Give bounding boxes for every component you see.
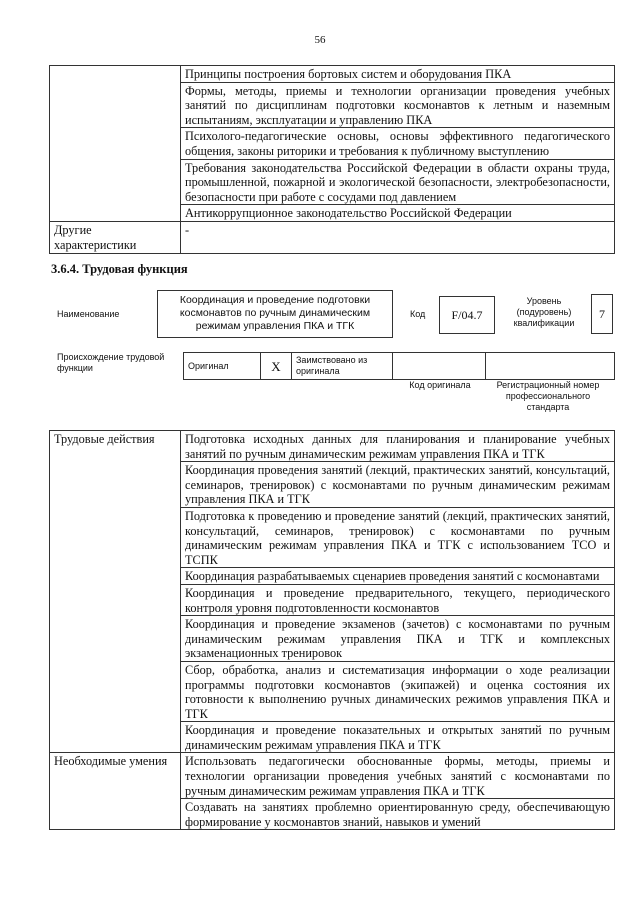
section-heading: 3.6.4. Трудовая функция (51, 262, 188, 276)
required-skills-label: Необходимые умения (50, 753, 181, 830)
labor-action-item: Подготовка к проведению и проведение занятий (лекций, практических занятий, консультаций, семинаров, тренировок) с космонавтами по ручным динамическим режимам управления ПКА и ТГК с использованием ТСО и ТСПК (181, 507, 615, 567)
skill-item: Создавать на занятиях проблемно ориентированную среду, обеспечивающую формирование у космонавтов знаний, навыков и умений (181, 799, 615, 830)
labor-actions-label: Трудовые действия (50, 431, 181, 753)
other-characteristics-value: - (181, 221, 615, 253)
labor-action-item: Координация и проведение предварительного, текущего, периодического контроля уровня подготовленности космонавтов (181, 584, 615, 615)
knowledge-label-cell (50, 66, 181, 222)
knowledge-table (49, 65, 615, 254)
original-mark: X (261, 353, 292, 380)
origin-label: Происхождение трудовой функции (57, 352, 165, 373)
level-label: Уровень (подуровень) квалификации (513, 296, 575, 328)
labor-action-item: Подготовка исходных данных для планирования и планирование учебных занятий по ручным динамическим режимам управления ПКА и ТГК (181, 431, 615, 462)
knowledge-item: Психолого-педагогические основы, основы эффективного педагогического общения, законы риторики и требования к публичному выступлению (181, 128, 615, 159)
labor-action-item: Координация проведения занятий (лекций, практических занятий, консультаций, семинаров, тренировок) с космонавтами по ручным динамическим режимам управления ПКА и ТГК (181, 462, 615, 508)
reg-number-label: Регистрационный номер профессионального стандарта (496, 380, 600, 412)
knowledge-item: Формы, методы, приемы и технологии организации проведения учебных занятий по дисциплинам подготовки космонавтов к летным и наземным испытаниям, эксплуатации и управлению ПКА (181, 82, 615, 128)
labor-action-item: Координация и проведение показательных и открытых занятий по ручным динамическим режимам управления ПКА и ТГК (181, 722, 615, 753)
knowledge-item: Требования законодательства Российской Федерации в области охраны труда, промышленной, пожарной и экологической безопасности, электробезопасности, безопасности при работе с сосудами под давлением (181, 159, 615, 205)
skill-item: Использовать педагогически обоснованные формы, методы, приемы и технологии организации проведения учебных занятий с космонавтами по ручным динамическим режимам управления ПКА и ТГК (181, 753, 615, 799)
level-value-box: 7 (591, 294, 613, 334)
code-value-box: F/04.7 (439, 296, 495, 334)
original-cell: Оригинал (184, 353, 261, 380)
other-characteristics-label: Другие характеристики (50, 221, 181, 253)
knowledge-item: Принципы построения бортовых систем и оборудования ПКА (181, 66, 615, 83)
labor-action-item: Координация и проведение экзаменов (зачетов) с космонавтами по ручным динамическим режимам управления ПКА и ТГК и комплексных экзаменационных тренировок (181, 616, 615, 662)
origin-table (183, 352, 615, 380)
borrowed-cell: Заимствовано из оригинала (292, 353, 393, 380)
reg-number-cell (486, 353, 615, 380)
knowledge-item: Антикоррупционное законодательство Российской Федерации (181, 205, 615, 222)
function-name-box: Координация и проведение подготовки космонавтов по ручным динамическим режимам управления ПКА и ТГК (157, 290, 393, 338)
code-original-cell (393, 353, 486, 380)
labor-function-table (49, 430, 615, 830)
code-original-label: Код оригинала (409, 380, 471, 390)
name-label: Наименование (57, 309, 120, 319)
page-number: 56 (314, 34, 326, 46)
labor-action-item: Координация разрабатываемых сценариев проведения занятий с космонавтами (181, 568, 615, 585)
labor-action-item: Сбор, обработка, анализ и систематизация информации о ходе реализации программы подготовки космонавтов (экипажей) и оценка состояния их готовности к выполнению ручных динамических режимов управления ПКА и ТГК (181, 661, 615, 721)
code-label: Код (410, 309, 426, 319)
